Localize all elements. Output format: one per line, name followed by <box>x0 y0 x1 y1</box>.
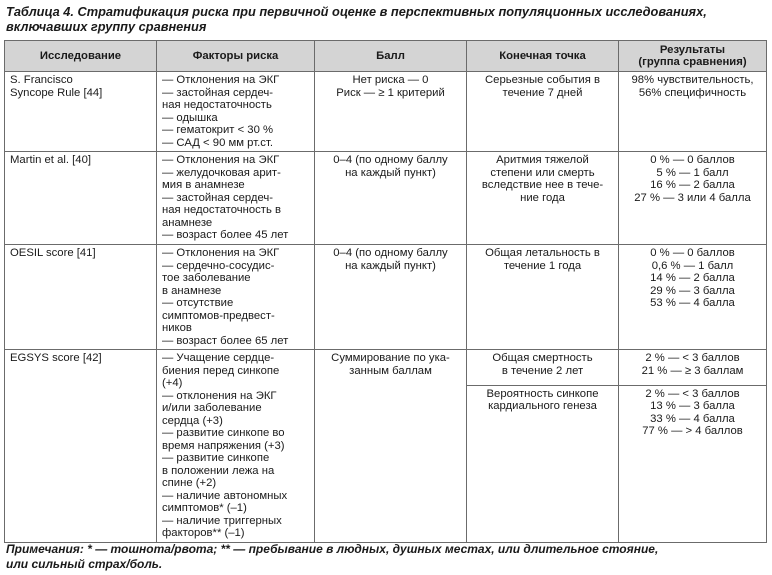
cell-line: 5 % — 1 балл <box>656 166 729 179</box>
cell-line: — одышка <box>162 111 218 124</box>
cell-line: кардиального генеза <box>488 400 597 413</box>
cell-line: тое заболевание <box>162 272 251 284</box>
table-row <box>5 350 767 386</box>
cell-score <box>315 350 467 543</box>
cell-line: Вероятность синкопе <box>486 387 599 400</box>
cell-line: 0,6 % — 1 балл <box>651 259 734 272</box>
cell-line: 0–4 (по одному баллу <box>333 247 448 259</box>
table-row <box>5 152 767 245</box>
cell-results <box>619 245 767 350</box>
footnote-line: или сильный страх/боль. <box>6 557 163 571</box>
cell-results <box>619 385 767 542</box>
cell-line: степени или смерть <box>490 166 595 179</box>
table-header-row <box>5 41 767 72</box>
cell-line: 98% чувствительность, <box>631 74 754 86</box>
cell-line: вследствие нее в тече- <box>481 179 604 191</box>
header-results-line: (группа сравнения) <box>638 56 747 68</box>
cell-line: анамнезе <box>162 216 213 229</box>
cell-line: — Отклонения на ЭКГ <box>162 247 280 259</box>
cell-line: — возраст более 45 лет <box>162 229 289 241</box>
cell-results <box>619 152 767 245</box>
cell-line: — отклонения на ЭКГ <box>162 389 277 402</box>
cell-results <box>619 350 767 386</box>
cell-factors <box>157 72 315 152</box>
cell-line: — Отклонения на ЭКГ <box>162 154 280 166</box>
table-title-line: включавших группу сравнения <box>6 19 207 34</box>
cell-line: в анамнезе <box>162 284 222 297</box>
header-results <box>619 41 767 72</box>
cell-endpoint <box>467 350 619 386</box>
cell-study <box>5 152 157 245</box>
cell-endpoint <box>467 152 619 245</box>
cell-line: мия в анамнезе <box>162 179 245 191</box>
cell-line: Нет риска — 0 <box>352 74 429 86</box>
cell-results <box>619 72 767 152</box>
cell-line: в положении лежа на <box>162 464 275 477</box>
cell-line: на каждый пункт) <box>345 259 436 272</box>
cell-line: сердца (+3) <box>162 414 223 427</box>
table-row <box>5 245 767 350</box>
cell-line: — наличие триггерных <box>162 514 282 527</box>
header-endpoint: Конечная точка <box>467 41 619 72</box>
cell-line: 53 % — 4 балла <box>650 297 735 309</box>
cell-line: — застойная сердеч- <box>162 191 274 204</box>
header-factors: Факторы риска <box>157 41 315 72</box>
header-results-line: Результаты <box>659 43 726 56</box>
cell-line: 2 % — < 3 баллов <box>645 352 740 364</box>
cell-line: — САД < 90 мм рт.ст. <box>162 136 273 149</box>
cell-line: 0–4 (по одному баллу <box>333 154 448 166</box>
cell-factors <box>157 152 315 245</box>
cell-line: ная недостаточность <box>162 99 272 111</box>
cell-line: течение 7 дней <box>502 86 583 99</box>
cell-line: 16 % — 2 балла <box>650 179 735 191</box>
cell-study <box>5 72 157 152</box>
cell-line: 33 % — 4 балла <box>650 412 735 425</box>
cell-line: — желудочковая арит- <box>162 166 281 179</box>
cell-line: — отсутствие <box>162 297 234 309</box>
cell-line: — гематокрит < 30 % <box>162 124 274 136</box>
cell-line: 27 % — 3 или 4 балла <box>634 191 751 204</box>
cell-line: — развитие синкопе во <box>162 427 285 439</box>
cell-line: симптомов-предвест- <box>162 309 275 322</box>
cell-study <box>5 350 157 543</box>
cell-line: симптомов* (–1) <box>162 502 247 514</box>
cell-study <box>5 245 157 350</box>
cell-line: ников <box>162 322 192 334</box>
cell-line: 14 % — 2 балла <box>650 272 735 284</box>
cell-line: — развитие синкопе <box>162 452 270 464</box>
cell-line: факторов** (–1) <box>162 527 245 539</box>
cell-line: 56% специфичность <box>638 86 747 99</box>
cell-line: 13 % — 3 балла <box>650 400 735 413</box>
cell-line: 0 % — 0 баллов <box>650 154 735 166</box>
cell-line: — Учащение сердце- <box>162 352 275 364</box>
cell-line: биения перед синкопе <box>162 364 280 377</box>
cell-line: — возраст более 65 лет <box>162 334 289 347</box>
cell-line: Syncope Rule [44] <box>10 86 103 99</box>
cell-line: Общая смертность <box>492 352 593 364</box>
cell-line: течение 1 года <box>503 259 582 272</box>
cell-line: на каждый пункт) <box>345 166 436 179</box>
footnote-line: Примечания: * — тошнота/рвота; ** — пребывание в людных, душных местах, или длительное стояние, <box>6 542 659 556</box>
cell-line: EGSYS score [42] <box>10 352 102 364</box>
cell-line: 21 % — ≥ 3 баллам <box>641 364 744 377</box>
cell-factors <box>157 245 315 350</box>
cell-endpoint <box>467 72 619 152</box>
cell-line: — наличие автономных <box>162 489 288 502</box>
cell-score <box>315 245 467 350</box>
cell-line: 77 % — > 4 баллов <box>642 425 743 438</box>
header-study: Исследование <box>5 41 157 72</box>
cell-factors <box>157 350 315 543</box>
cell-line: время напряжения (+3) <box>162 439 285 452</box>
table-footnotes <box>6 542 766 572</box>
cell-line: Аритмия тяжелой <box>496 154 589 166</box>
table-row <box>5 72 767 152</box>
cell-endpoint <box>467 245 619 350</box>
cell-line: (+4) <box>162 377 183 389</box>
cell-line: OESIL score [41] <box>10 247 96 259</box>
cell-line: 2 % — < 3 баллов <box>645 387 740 400</box>
cell-line: в течение 2 лет <box>501 364 584 377</box>
cell-endpoint <box>467 385 619 542</box>
cell-line: Martin et al. [40] <box>10 154 91 166</box>
cell-line: ние года <box>520 191 565 204</box>
cell-line: Общая летальность в <box>485 247 600 259</box>
cell-line: 0 % — 0 баллов <box>650 247 735 259</box>
cell-line: и/или заболевание <box>162 402 262 414</box>
cell-score <box>315 72 467 152</box>
table-title <box>6 4 766 34</box>
table-title-line: Таблица 4. Стратификация риска при первичной оценке в перспективных популяционных исследованиях, <box>6 4 707 19</box>
header-score: Балл <box>315 41 467 72</box>
risk-stratification-table <box>4 40 767 543</box>
cell-line: — сердечно-сосудис- <box>162 259 275 272</box>
cell-line: 29 % — 3 балла <box>650 284 735 297</box>
cell-line: Серьезные события в <box>485 74 600 86</box>
cell-line: — застойная сердеч- <box>162 86 274 99</box>
cell-line: ная недостаточность в <box>162 204 281 216</box>
cell-line: Суммирование по ука- <box>331 352 450 364</box>
cell-line: S. Francisco <box>10 74 73 86</box>
cell-line: спине (+2) <box>162 477 217 489</box>
cell-line: — Отклонения на ЭКГ <box>162 74 280 86</box>
cell-line: Риск — ≥ 1 критерий <box>336 86 445 99</box>
cell-score <box>315 152 467 245</box>
cell-line: занным баллам <box>349 364 432 377</box>
